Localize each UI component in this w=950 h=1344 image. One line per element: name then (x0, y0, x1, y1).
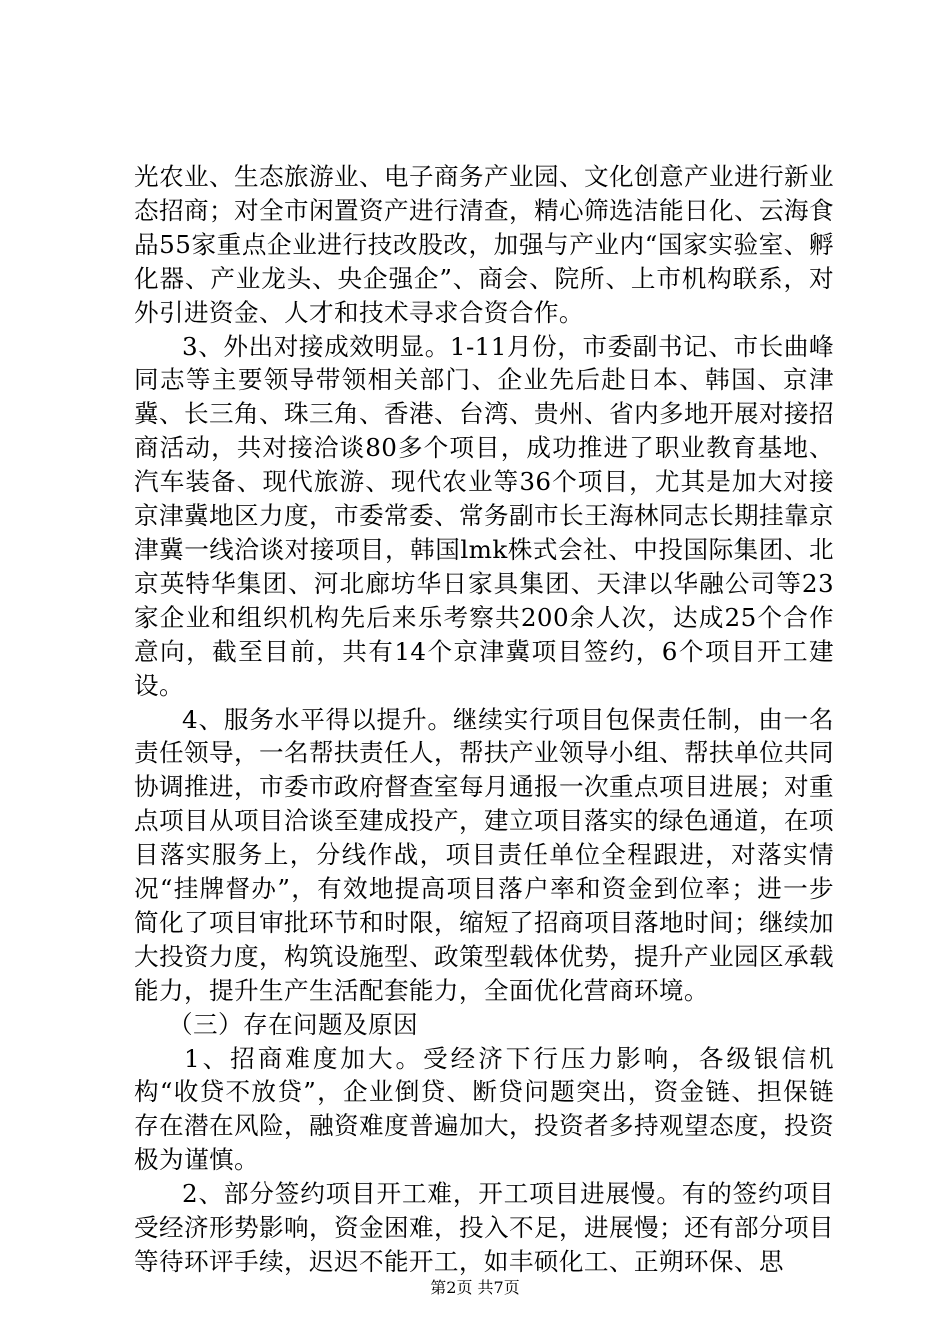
document-body (134, 160, 834, 1279)
paragraph-problem-2: 2、部分签约项目开工难，开工项目进展慢。有的签约项目受经济形势影响，资金困难，投入不足，进展慢；还有部分项目等待环评手续，迟迟不能开工，如丰硕化工、正朔环保、思 (134, 1179, 834, 1276)
page-number-footer: 第2页 共7页 (430, 1278, 520, 1297)
paragraph-continuation: 光农业、生态旅游业、电子商务产业园、文化创意产业进行新业态招商；对全市闲置资产进行清查，精心筛选洁能日化、云海食品55家重点企业进行技改股改，加强与产业内“国家实验室、孵化器、产业龙头、央企强企”、商会、院所、上市机构联系，对外引进资金、人才和技术寻求合资合作。 (134, 162, 834, 327)
paragraph-problem-1: 1、招商难度加大。受经济下行压力影响，各级银信机构“收贷不放贷”，企业倒贷、断贷问题突出，资金链、担保链存在潜在风险，融资难度普遍加大，投资者多持观望态度，投资极为谨慎。 (134, 1043, 834, 1175)
paragraph-item-4: 4、服务水平得以提升。继续实行项目包保责任制，由一名责任领导，一名帮扶责任人，帮扶产业领导小组、帮扶单位共同协调推进，市委市政府督查室每月通报一次重点项目进展；对重点项目从项目洽谈至建成投产，建立项目落实的绿色通道，在项目落实服务上，分线作战，项目责任单位全程跟进，对落实情况“挂牌督办”，有效地提高项目落户率和资金到位率；进一步简化了项目审批环节和时限，缩短了招商项目落地时间；继续加大投资力度，构筑设施型、政策型载体优势，提升产业园区承载能力，提升生产生活配套能力，全面优化营商环境。 (134, 704, 834, 1005)
paragraph-item-3: 3、外出对接成效明显。1-11月份，市委副书记、市长曲峰同志等主要领导带领相关部门、企业先后赴日本、韩国、京津冀、长三角、珠三角、香港、台湾、贵州、省内多地开展对接招商活动，共对接洽谈80多个项目，成功推进了职业教育基地、汽车装备、现代旅游、现代农业等36个项目，尤其是加大对接京津冀地区力度，市委常委、常务副市长王海林同志长期挂靠京津冀一线洽谈对接项目，韩国lmk株式会社、中投国际集团、北京英特华集团、河北廊坊华日家具集团、天津以华融公司等23家企业和组织机构先后来乐考察共200余人次，达成25个合作意向，截至目前，共有14个京津冀项目签约，6个项目开工建设。 (134, 331, 834, 700)
section-heading-problems: （三）存在问题及原因 (168, 1009, 418, 1039)
